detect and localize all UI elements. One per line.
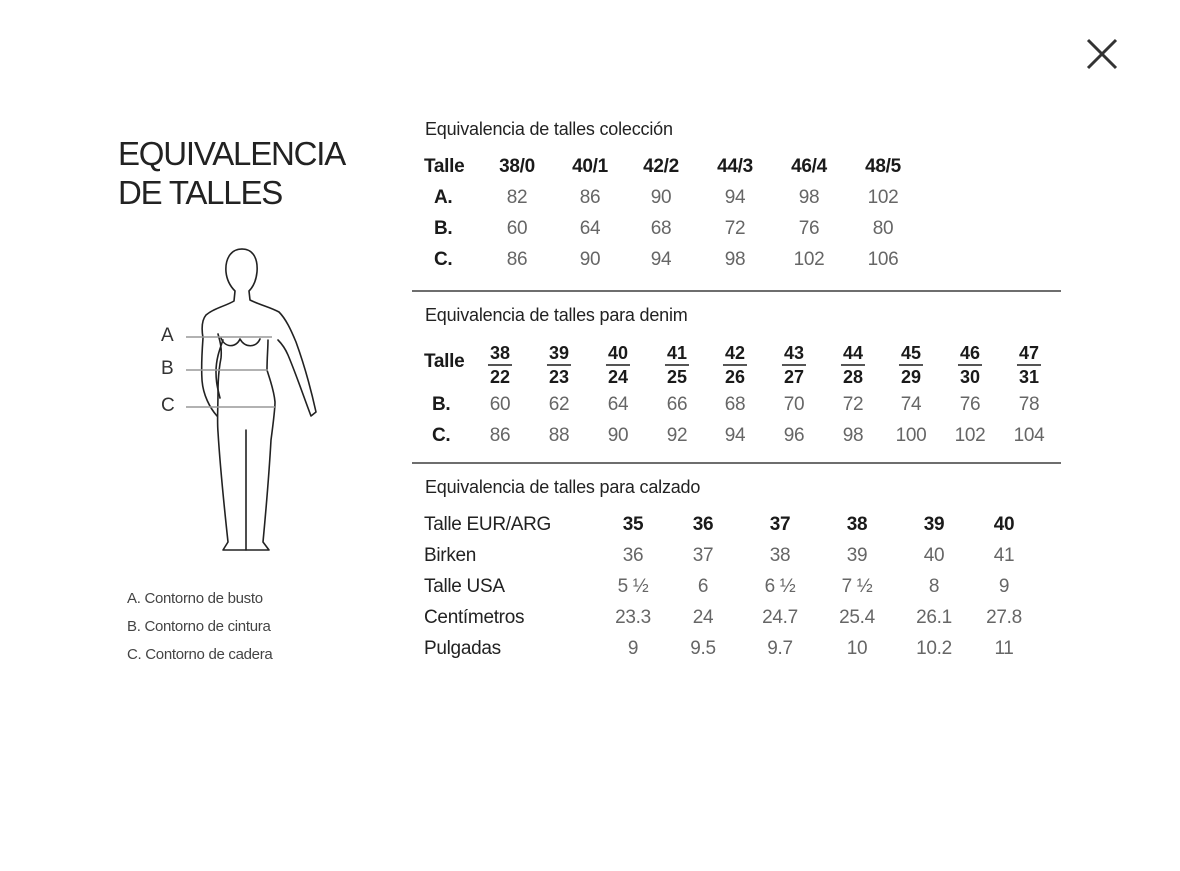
size-fraction (723, 343, 747, 387)
table-cell: 86 (579, 187, 601, 208)
size-fraction (1017, 343, 1041, 387)
table-cell: 68 (724, 394, 746, 415)
size-fraction (665, 343, 689, 387)
fraction-bottom: 27 (783, 367, 805, 387)
row-label: B. (432, 394, 451, 415)
table-cell: 7 ½ (841, 576, 873, 597)
size-header: 38/0 (499, 156, 535, 177)
table-cell: 94 (724, 187, 746, 208)
table-cell: 25.4 (839, 607, 875, 628)
marker-b: B (161, 358, 174, 379)
header-label: Talle (424, 351, 465, 372)
section-divider (412, 462, 1061, 464)
size-header: 39 (923, 514, 945, 535)
row-label: Centímetros (424, 607, 525, 628)
table-cell: 10 (846, 638, 868, 659)
table-cell: 40 (923, 545, 945, 566)
table-cell: 9 (627, 638, 639, 659)
table-cell: 74 (900, 394, 922, 415)
size-header: 42/2 (643, 156, 679, 177)
table-cell: 104 (1013, 425, 1045, 446)
table-cell: 60 (489, 394, 511, 415)
table-cell: 11 (994, 638, 1014, 659)
fraction-bottom: 23 (548, 367, 570, 387)
table-cell: 86 (489, 425, 511, 446)
fraction-top: 40 (606, 343, 630, 366)
header-label: Talle (424, 156, 465, 177)
size-header: 40/1 (572, 156, 608, 177)
fraction-top: 47 (1017, 343, 1041, 366)
table-cell: 5 ½ (617, 576, 649, 597)
table-cell: 38 (769, 545, 791, 566)
size-header: 48/5 (865, 156, 901, 177)
size-header: 35 (622, 514, 644, 535)
table-cell: 39 (846, 545, 868, 566)
table-cell: 41 (993, 545, 1015, 566)
row-label: Pulgadas (424, 638, 501, 659)
figure-head (202, 249, 242, 416)
table-cell: 102 (954, 425, 986, 446)
row-label: Birken (424, 545, 477, 566)
table-cell: 98 (724, 249, 746, 270)
table-cell: 100 (895, 425, 927, 446)
close-icon (1082, 34, 1122, 74)
coleccion-title: Equivalencia de talles colección (425, 119, 673, 139)
fraction-bottom: 31 (1018, 367, 1040, 387)
table-cell: 9.7 (767, 638, 793, 659)
size-fraction (841, 343, 865, 387)
size-header: 37 (769, 514, 791, 535)
table-cell: 36 (622, 545, 644, 566)
fraction-bottom: 29 (900, 367, 922, 387)
table-cell: 98 (842, 425, 864, 446)
fraction-bottom: 28 (842, 367, 864, 387)
row-label: A. (434, 187, 453, 208)
size-header: 40 (993, 514, 1015, 535)
table-cell: 24 (692, 607, 714, 628)
table-cell: 78 (1018, 394, 1040, 415)
table-cell: 37 (692, 545, 714, 566)
table-cell: 72 (724, 218, 746, 239)
figure-bust (221, 338, 260, 346)
table-cell: 86 (506, 249, 528, 270)
table-cell: 9 (998, 576, 1010, 597)
row-label: B. (434, 218, 453, 239)
table-cell: 102 (867, 187, 899, 208)
size-header: 46/4 (791, 156, 827, 177)
table-cell: 94 (650, 249, 672, 270)
table-cell: 88 (548, 425, 570, 446)
table-cell: 60 (506, 218, 528, 239)
table-cell: 70 (783, 394, 805, 415)
table-cell: 72 (842, 394, 864, 415)
legend-item: B. Contorno de cintura (127, 618, 271, 635)
calzado-title: Equivalencia de talles para calzado (425, 477, 701, 497)
table-cell: 80 (872, 218, 894, 239)
row-label: C. (432, 425, 451, 446)
size-fraction (958, 343, 982, 387)
table-cell: 90 (579, 249, 601, 270)
row-label: C. (434, 249, 453, 270)
table-cell: 68 (650, 218, 672, 239)
table-cell: 10.2 (916, 638, 952, 659)
legend-item: A. Contorno de busto (127, 590, 263, 607)
table-cell: 92 (666, 425, 688, 446)
fraction-bottom: 25 (666, 367, 688, 387)
table-cell: 24.7 (762, 607, 798, 628)
fraction-top: 38 (488, 343, 512, 366)
denim-title: Equivalencia de talles para denim (425, 305, 688, 325)
table-cell: 6 (697, 576, 709, 597)
table-cell: 82 (506, 187, 528, 208)
row-label: Talle USA (424, 576, 505, 597)
table-cell: 94 (724, 425, 746, 446)
section-divider (412, 290, 1061, 292)
table-cell: 66 (666, 394, 688, 415)
body-measurement-figure (150, 240, 330, 560)
measurement-legend (127, 585, 272, 669)
table-cell: 62 (548, 394, 570, 415)
fraction-bottom: 24 (607, 367, 629, 387)
table-cell: 76 (798, 218, 820, 239)
marker-a: A (161, 325, 174, 346)
table-cell: 96 (783, 425, 805, 446)
table-cell: 27.8 (986, 607, 1022, 628)
size-fraction (488, 343, 512, 387)
table-cell: 23.3 (615, 607, 651, 628)
table-cell: 64 (607, 394, 629, 415)
size-header: 36 (692, 514, 714, 535)
page-title (118, 134, 345, 212)
legend-item: C. Contorno de cadera (127, 646, 273, 663)
fraction-top: 43 (782, 343, 806, 366)
fraction-top: 41 (665, 343, 689, 366)
fraction-top: 39 (547, 343, 571, 366)
size-fraction (899, 343, 923, 387)
close-button[interactable] (1082, 34, 1122, 74)
size-header: 44/3 (717, 156, 753, 177)
title-line-2: DE TALLES (118, 174, 283, 211)
table-cell: 76 (959, 394, 981, 415)
fraction-bottom: 30 (959, 367, 981, 387)
size-fraction (782, 343, 806, 387)
table-cell: 26.1 (916, 607, 952, 628)
table-cell: 64 (579, 218, 601, 239)
fraction-bottom: 22 (489, 367, 511, 387)
table-cell: 8 (928, 576, 940, 597)
table-cell: 9.5 (690, 638, 716, 659)
table-cell: 106 (867, 249, 899, 270)
fraction-bottom: 26 (724, 367, 746, 387)
table-cell: 90 (607, 425, 629, 446)
figure-neck-right (242, 249, 316, 416)
title-line-1: EQUIVALENCIA (118, 135, 346, 172)
fraction-top: 45 (899, 343, 923, 366)
fraction-top: 46 (958, 343, 982, 366)
fraction-top: 42 (723, 343, 747, 366)
marker-c: C (161, 395, 175, 416)
size-fraction (547, 343, 571, 387)
table-cell: 102 (793, 249, 825, 270)
header-label: Talle EUR/ARG (424, 514, 552, 535)
fraction-top: 44 (841, 343, 865, 366)
table-cell: 6 ½ (764, 576, 796, 597)
size-fraction (606, 343, 630, 387)
size-header: 38 (846, 514, 868, 535)
table-cell: 98 (798, 187, 820, 208)
table-cell: 90 (650, 187, 672, 208)
